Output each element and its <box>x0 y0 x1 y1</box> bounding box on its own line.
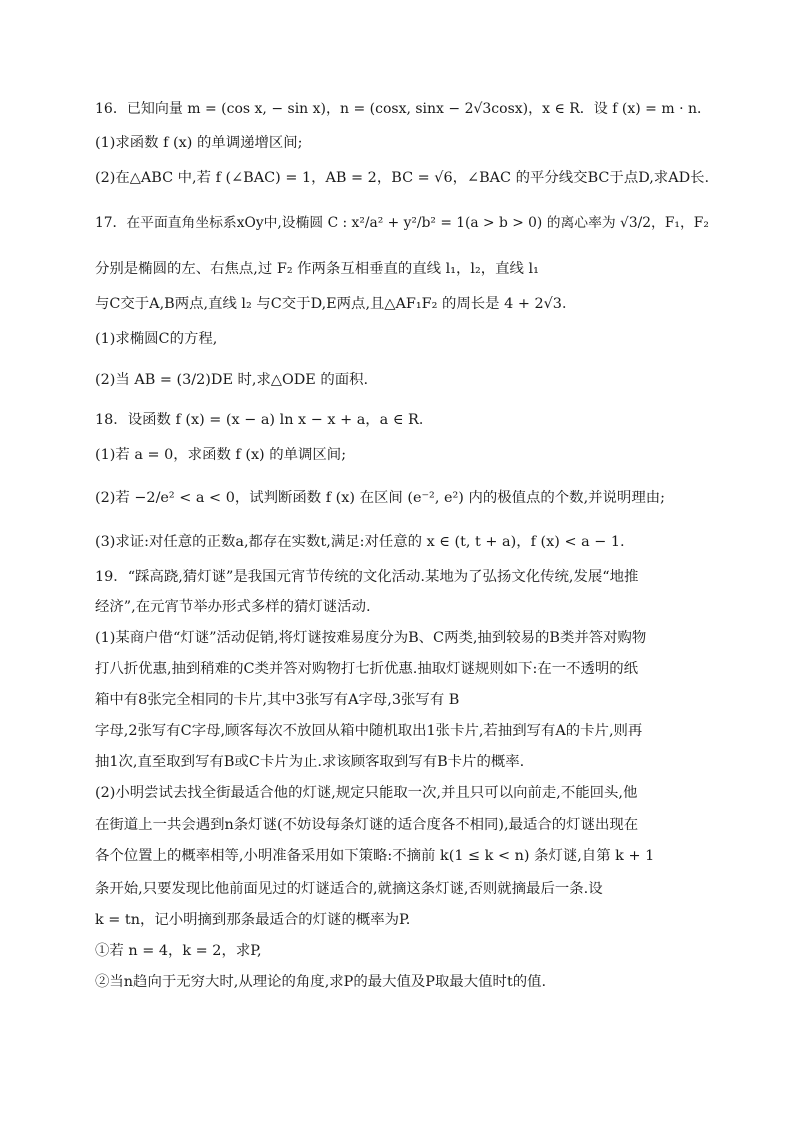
q18-part2: (2)若 −2/e² < a < 0，试判断函数 f (x) 在区间 (e⁻², e²) 内的极值点的个数,并说明理由; <box>95 490 665 506</box>
q19-sub2: ②当n趋向于无穷大时,从理论的角度,求P的最大值及P取最大值时t的值. <box>95 974 547 990</box>
q19-part2-line5: k = tn，记小明摘到那条最适合的灯谜的概率为P. <box>95 912 411 928</box>
q18-part3: (3)求证:对任意的正数a,都存在实数t,满足:对任意的 x ∈ (t, t + a)，f (x) < a − 1. <box>95 534 625 550</box>
q19-part2-line3: 各个位置上的概率相等,小明准备采用如下策略:不摘前 k(1 ≤ k < n) 条灯谜,自第 k + 1 <box>95 848 655 864</box>
q16-part1: (1)求函数 f (x) 的单调递增区间; <box>95 135 303 151</box>
q16-part2: (2)在△ABC 中,若 f (∠BAC) = 1，AB = 2，BC = √6，∠BAC 的平分线交BC于点D,求AD长. <box>95 170 710 186</box>
q18-part1: (1)若 a = 0，求函数 f (x) 的单调区间; <box>95 447 347 463</box>
q17-part1: (1)求椭圆C的方程, <box>95 331 218 347</box>
q19-stem-line2: 经济”,在元宵节举办形式多样的猜灯谜活动. <box>95 599 371 615</box>
q19-part2-line4: 条开始,只要发现比他前面见过的灯谜适合的,就摘这条灯谜,否则就摘最后一条.设 <box>95 881 603 897</box>
q17-stem-line2: 分别是椭圆的左、右焦点,过 F₂ 作两条互相垂直的直线 l₁，l₂，直线 l₁ <box>95 261 539 277</box>
q17-part2: (2)当 AB = (3/2)DE 时,求△ODE 的面积. <box>95 372 369 388</box>
q16-stem: 16．已知向量 m = (cos x, − sin x)，n = (cosx, sinx − 2√3cosx)，x ∈ R．设 f (x) = m · n． <box>95 101 711 117</box>
q19-part1-line3: 箱中有8张完全相同的卡片,其中3张写有A字母,3张写有 B <box>95 692 460 708</box>
q19-sub1: ①若 n = 4，k = 2，求P, <box>95 943 262 959</box>
q17-stem-line3: 与C交于A,B两点,直线 l₂ 与C交于D,E两点,且△AF₁F₂ 的周长是 4 + 2√3． <box>95 296 577 312</box>
q19-stem: 19．“踩高跷,猜灯谜”是我国元宵节传统的文化活动.某地为了弘扬文化传统,发展“地推 <box>95 569 639 585</box>
q19-part1-line5: 抽1次,直至取到写有B或C卡片为止.求该顾客取到写有B卡片的概率. <box>95 754 525 770</box>
q19-part1-line2: 打八折优惠,抽到稍难的C类并答对购物打七折优惠.抽取灯谜规则如下:在一不透明的纸 <box>95 661 639 677</box>
q19-part1-line4: 字母,2张写有C字母,顾客每次不放回从箱中随机取出1张卡片,若抽到写有A的卡片,则再 <box>95 723 643 739</box>
q19-part1-line1: (1)某商户借“灯谜”活动促销,将灯谜按难易度分为B、C两类,抽到较易的B类并答对购物 <box>95 630 647 646</box>
q19-part2-line1: (2)小明尝试去找全街最适合他的灯谜,规定只能取一次,并且只可以向前走,不能回头,他 <box>95 785 638 801</box>
q19-part2-line2: 在街道上一共会遇到n条灯谜(不妨设每条灯谜的适合度各不相同),最适合的灯谜出现在 <box>95 817 639 833</box>
q17-stem: 17．在平面直角坐标系xOy中,设椭圆 C : x²/a² + y²/b² = 1(a > b > 0) 的离心率为 √3/2，F₁，F₂ <box>95 215 709 231</box>
q18-stem: 18．设函数 f (x) = (x − a) ln x − x + a，a ∈ R． <box>95 412 434 428</box>
